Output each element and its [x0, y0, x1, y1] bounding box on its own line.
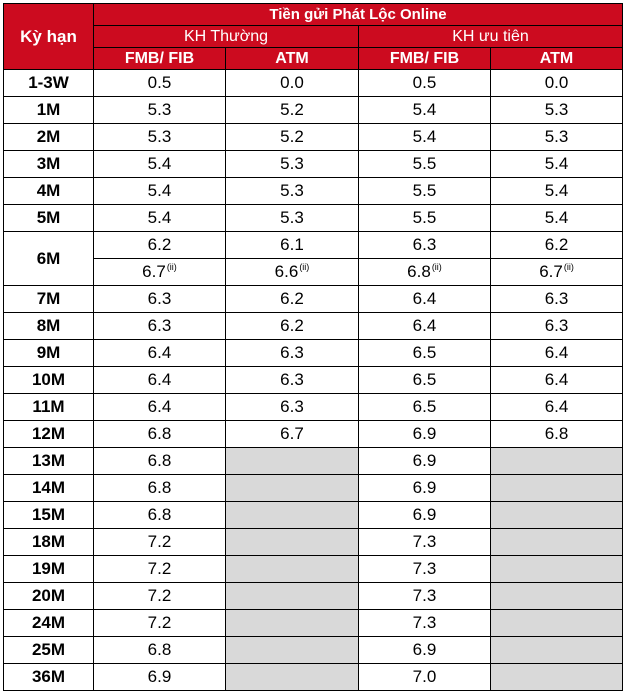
unavailable-cell: [491, 475, 623, 502]
rate-cell: 6.9: [359, 502, 491, 529]
footnote-marker: (ii): [166, 262, 177, 272]
term-cell: 10M: [4, 367, 94, 394]
rate-cell: 7.3: [359, 529, 491, 556]
rate-cell: 7.0: [359, 664, 491, 691]
table-row: [4, 232, 623, 259]
rate-cell: 6.1: [226, 232, 359, 259]
table-row: [4, 367, 623, 394]
term-cell: 1-3W: [4, 70, 94, 97]
table-row: [4, 70, 623, 97]
rate-cell: [359, 259, 491, 286]
table-row: [4, 529, 623, 556]
rate-cell: 5.4: [94, 205, 226, 232]
rate-cell: 7.3: [359, 610, 491, 637]
rate-value: 6.6: [274, 262, 299, 281]
rate-cell: 5.3: [491, 124, 623, 151]
term-cell: 11M: [4, 394, 94, 421]
rate-cell: 6.4: [491, 340, 623, 367]
rate-cell: 6.9: [94, 664, 226, 691]
unavailable-cell: [491, 448, 623, 475]
rate-cell: 5.3: [491, 97, 623, 124]
unavailable-cell: [491, 664, 623, 691]
rate-value: 6.7: [539, 262, 563, 281]
footnote-marker: (ii): [563, 262, 574, 272]
term-cell: 4M: [4, 178, 94, 205]
group-header-regular: KH Thường: [94, 26, 359, 48]
term-cell: 25M: [4, 637, 94, 664]
term-cell: 19M: [4, 556, 94, 583]
rate-cell: 6.9: [359, 637, 491, 664]
unavailable-cell: [226, 529, 359, 556]
table-row: [4, 664, 623, 691]
rate-cell: 6.3: [491, 313, 623, 340]
term-cell: 14M: [4, 475, 94, 502]
table-row: [4, 205, 623, 232]
rate-cell: 5.3: [226, 151, 359, 178]
rate-cell: 0.5: [359, 70, 491, 97]
rate-cell: 6.8: [94, 502, 226, 529]
rate-cell: 6.2: [226, 313, 359, 340]
interest-rate-table: [3, 3, 623, 691]
term-cell: 15M: [4, 502, 94, 529]
rate-cell: [226, 259, 359, 286]
rate-cell: [491, 259, 623, 286]
rate-cell: 5.4: [491, 151, 623, 178]
rate-cell: 6.3: [226, 367, 359, 394]
table-row: [4, 178, 623, 205]
unavailable-cell: [226, 583, 359, 610]
unavailable-cell: [226, 610, 359, 637]
unavailable-cell: [226, 448, 359, 475]
footnote-marker: (ii): [299, 262, 310, 272]
rate-cell: 0.0: [491, 70, 623, 97]
table-row: [4, 340, 623, 367]
term-cell: 24M: [4, 610, 94, 637]
unavailable-cell: [226, 475, 359, 502]
rate-cell: 0.0: [226, 70, 359, 97]
rate-cell: 6.2: [94, 232, 226, 259]
rate-cell: 5.4: [491, 205, 623, 232]
term-cell: 12M: [4, 421, 94, 448]
unavailable-cell: [226, 502, 359, 529]
rate-cell: 6.4: [94, 394, 226, 421]
term-cell: 7M: [4, 286, 94, 313]
rate-cell: 6.4: [94, 340, 226, 367]
table-row: [4, 124, 623, 151]
rate-value: 6.8: [407, 262, 431, 281]
term-cell: 36M: [4, 664, 94, 691]
term-cell: 5M: [4, 205, 94, 232]
rate-cell: 6.4: [359, 313, 491, 340]
table-body: [4, 70, 623, 691]
table-row: [4, 610, 623, 637]
table-row: [4, 502, 623, 529]
term-cell: 1M: [4, 97, 94, 124]
rate-cell: 6.3: [94, 313, 226, 340]
footnote-marker: (ii): [431, 262, 442, 272]
subcol-header-regular-fmb: FMB/ FIB: [94, 48, 226, 70]
table-row: [4, 556, 623, 583]
unavailable-cell: [491, 502, 623, 529]
subcol-header-priority-fmb: FMB/ FIB: [359, 48, 491, 70]
unavailable-cell: [226, 556, 359, 583]
rate-cell: 6.7: [226, 421, 359, 448]
unavailable-cell: [491, 637, 623, 664]
rate-cell: 6.2: [226, 286, 359, 313]
rate-cell: 5.4: [94, 151, 226, 178]
term-cell: 13M: [4, 448, 94, 475]
rate-cell: 7.2: [94, 529, 226, 556]
table-row: [4, 583, 623, 610]
unavailable-cell: [226, 664, 359, 691]
unavailable-cell: [226, 637, 359, 664]
rate-cell: 5.2: [226, 97, 359, 124]
rate-cell: 6.8: [94, 421, 226, 448]
table-row: [4, 394, 623, 421]
rate-cell: 6.3: [226, 340, 359, 367]
table-row: [4, 313, 623, 340]
table-row: [4, 286, 623, 313]
table-row: [4, 637, 623, 664]
rate-cell: 6.5: [359, 340, 491, 367]
rate-value: 6.7: [142, 262, 166, 281]
term-cell: 18M: [4, 529, 94, 556]
term-cell: 9M: [4, 340, 94, 367]
rate-cell: 5.4: [359, 124, 491, 151]
term-cell: 20M: [4, 583, 94, 610]
rate-cell: 7.2: [94, 556, 226, 583]
rate-cell: 5.4: [359, 97, 491, 124]
rate-cell: 5.3: [226, 178, 359, 205]
rate-cell: 5.5: [359, 151, 491, 178]
rate-cell: 6.9: [359, 475, 491, 502]
subcol-header-regular-atm: ATM: [226, 48, 359, 70]
product-header: Tiền gửi Phát Lộc Online: [94, 4, 623, 26]
rate-cell: 7.2: [94, 583, 226, 610]
rate-cell: 5.3: [94, 124, 226, 151]
table-header: [4, 4, 623, 70]
rate-cell: 6.8: [94, 475, 226, 502]
table-row: [4, 421, 623, 448]
rate-cell: 5.4: [491, 178, 623, 205]
rate-cell: 5.5: [359, 205, 491, 232]
rate-cell: 6.5: [359, 367, 491, 394]
rate-cell: 6.5: [359, 394, 491, 421]
rate-cell: 6.4: [94, 367, 226, 394]
rate-cell: 5.4: [94, 178, 226, 205]
term-cell: 3M: [4, 151, 94, 178]
rate-cell: 7.3: [359, 556, 491, 583]
rate-cell: 5.3: [226, 205, 359, 232]
term-cell: 8M: [4, 313, 94, 340]
rate-cell: 7.2: [94, 610, 226, 637]
unavailable-cell: [491, 583, 623, 610]
rate-cell: 6.9: [359, 448, 491, 475]
subcol-header-priority-atm: ATM: [491, 48, 623, 70]
rate-cell: 6.4: [359, 286, 491, 313]
rate-cell: 6.3: [491, 286, 623, 313]
rate-cell: 6.3: [359, 232, 491, 259]
rate-cell: 5.2: [226, 124, 359, 151]
unavailable-cell: [491, 529, 623, 556]
unavailable-cell: [491, 610, 623, 637]
rate-cell: 6.4: [491, 394, 623, 421]
rate-cell: 6.3: [94, 286, 226, 313]
table-row: [4, 448, 623, 475]
rate-cell: 0.5: [94, 70, 226, 97]
rate-cell: 6.8: [94, 637, 226, 664]
term-cell: 6M: [4, 232, 94, 286]
rate-cell: 5.3: [94, 97, 226, 124]
rate-cell: [94, 259, 226, 286]
rate-cell: 6.3: [226, 394, 359, 421]
term-cell: 2M: [4, 124, 94, 151]
table-row: [4, 151, 623, 178]
rate-cell: 6.9: [359, 421, 491, 448]
rate-cell: 6.2: [491, 232, 623, 259]
unavailable-cell: [491, 556, 623, 583]
table-row: [4, 475, 623, 502]
rate-cell: 6.8: [491, 421, 623, 448]
term-header: Kỳ hạn: [4, 4, 94, 70]
rate-cell: 7.3: [359, 583, 491, 610]
group-header-priority: KH ưu tiên: [359, 26, 623, 48]
rate-cell: 6.8: [94, 448, 226, 475]
table-row: [4, 97, 623, 124]
rate-cell: 6.4: [491, 367, 623, 394]
table-row: [4, 259, 623, 286]
rate-cell: 5.5: [359, 178, 491, 205]
